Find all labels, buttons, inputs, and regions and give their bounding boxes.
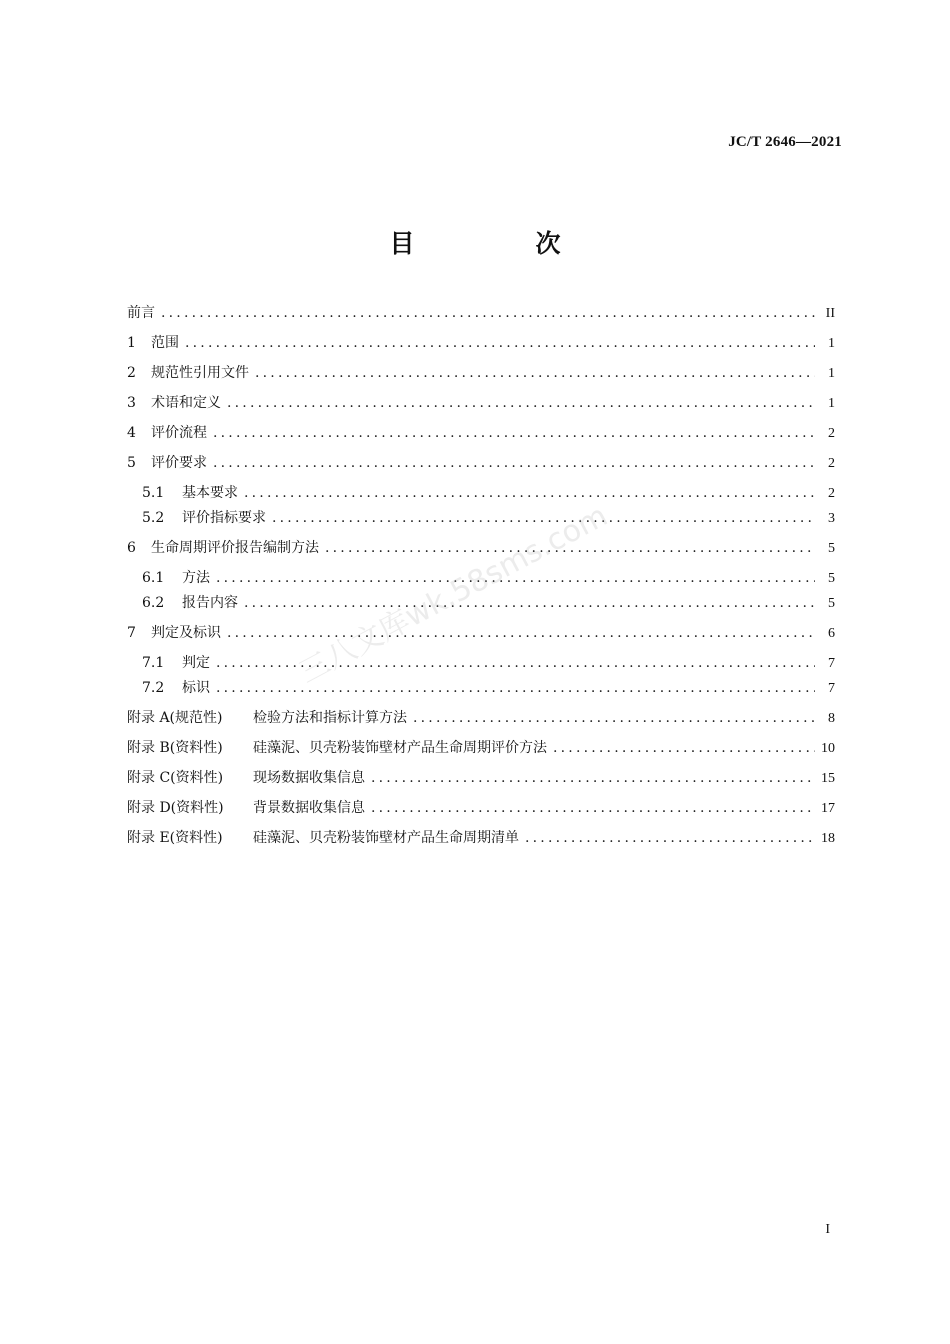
toc-entry-label: 判定及标识 — [151, 625, 221, 641]
toc-entry-label: 判定 — [182, 655, 210, 671]
toc-entry-chapter-3[interactable] — [127, 393, 835, 413]
toc-entry-number: 7.2 — [142, 680, 165, 696]
toc-entry-label: 标识 — [182, 680, 210, 696]
toc-entry-annex-a[interactable] — [127, 708, 835, 728]
toc-entry-number: 2 — [127, 365, 136, 381]
toc-entry-page: 7 — [828, 681, 835, 696]
toc-entry-page: 6 — [828, 626, 835, 641]
toc-leader-dots — [216, 568, 815, 588]
toc-entry-label: 方法 — [182, 570, 210, 586]
toc-entry-number: 附录 D(资料性) — [127, 800, 224, 816]
table-of-contents — [127, 303, 835, 848]
toc-entry-chapter-7[interactable] — [127, 623, 835, 643]
toc-leader-dots — [185, 333, 815, 353]
toc-entry-label: 前言 — [127, 305, 155, 321]
toc-leader-dots — [161, 303, 815, 323]
toc-entry-page: II — [825, 306, 835, 321]
toc-entry-label: 范围 — [151, 335, 179, 351]
toc-entry-page: 1 — [828, 366, 835, 381]
toc-leader-dots — [413, 708, 815, 728]
toc-leader-dots — [553, 738, 815, 758]
toc-entry-section-6-2[interactable] — [127, 593, 835, 613]
toc-leader-dots — [244, 593, 815, 613]
page-number: I — [825, 1222, 830, 1237]
toc-entry-number: 7 — [127, 625, 136, 641]
toc-entry-label: 术语和定义 — [151, 395, 221, 411]
toc-entry-label: 规范性引用文件 — [151, 365, 249, 381]
toc-entry-page: 10 — [821, 741, 835, 756]
toc-entry-label: 硅藻泥、贝壳粉装饰壁材产品生命周期清单 — [253, 830, 519, 846]
watermark-text: 三八文库wk.58sms.com — [293, 498, 614, 691]
toc-entry-number: 4 — [127, 425, 136, 441]
toc-entry-label: 硅藻泥、贝壳粉装饰壁材产品生命周期评价方法 — [253, 740, 547, 756]
toc-entry-section-5-1[interactable] — [127, 483, 835, 503]
toc-entry-page: 2 — [828, 426, 835, 441]
toc-leader-dots — [216, 653, 815, 673]
toc-entry-chapter-1[interactable] — [127, 333, 835, 353]
toc-leader-dots — [371, 798, 815, 818]
toc-entry-number: 5 — [127, 455, 136, 471]
toc-entry-label: 基本要求 — [182, 485, 238, 501]
toc-entry-page: 5 — [828, 541, 835, 556]
toc-entry-number: 附录 C(资料性) — [127, 770, 224, 786]
toc-leader-dots — [255, 363, 815, 383]
toc-entry-number: 附录 E(资料性) — [127, 830, 223, 846]
toc-entry-page: 2 — [828, 456, 835, 471]
toc-entry-chapter-2[interactable] — [127, 363, 835, 383]
toc-leader-dots — [216, 678, 815, 698]
toc-leader-dots — [325, 538, 815, 558]
toc-entry-page: 1 — [828, 396, 835, 411]
toc-entry-annex-c[interactable] — [127, 768, 835, 788]
toc-entry-annex-d[interactable] — [127, 798, 835, 818]
toc-entry-annex-b[interactable] — [127, 738, 835, 758]
toc-leader-dots — [371, 768, 815, 788]
toc-entry-number: 附录 A(规范性) — [127, 710, 223, 726]
toc-leader-dots — [244, 483, 815, 503]
toc-leader-dots — [227, 393, 815, 413]
document-code: JC/T 2646—2021 — [728, 134, 842, 150]
toc-entry-page: 18 — [821, 831, 835, 846]
toc-entry-number: 3 — [127, 395, 136, 411]
toc-entry-number: 7.1 — [142, 655, 165, 671]
toc-leader-dots — [227, 623, 815, 643]
toc-entry-label: 评价指标要求 — [182, 510, 266, 526]
toc-entry-label: 检验方法和指标计算方法 — [253, 710, 407, 726]
toc-entry-number: 6.2 — [142, 595, 165, 611]
toc-entry-number: 1 — [127, 335, 136, 351]
toc-entry-page: 5 — [828, 571, 835, 586]
toc-entry-page: 17 — [821, 801, 835, 816]
toc-entry-section-7-1[interactable] — [127, 653, 835, 673]
toc-entry-label: 报告内容 — [182, 595, 238, 611]
toc-entry-label: 现场数据收集信息 — [253, 770, 365, 786]
toc-entry-section-5-2[interactable] — [127, 508, 835, 528]
toc-entry-label: 评价要求 — [151, 455, 207, 471]
toc-entry-foreword[interactable] — [127, 303, 835, 323]
toc-entry-number: 5.2 — [142, 510, 165, 526]
toc-entry-page: 3 — [828, 511, 835, 526]
page-title: 目 次 — [389, 229, 609, 258]
toc-entry-page: 5 — [828, 596, 835, 611]
toc-entry-page: 7 — [828, 656, 835, 671]
toc-leader-dots — [525, 828, 815, 848]
toc-entry-number: 附录 B(资料性) — [127, 740, 223, 756]
toc-entry-chapter-4[interactable] — [127, 423, 835, 443]
toc-entry-section-6-1[interactable] — [127, 568, 835, 588]
toc-entry-page: 2 — [828, 486, 835, 501]
toc-leader-dots — [272, 508, 815, 528]
toc-leader-dots — [213, 453, 815, 473]
toc-entry-page: 15 — [821, 771, 835, 786]
toc-entry-page: 8 — [828, 711, 835, 726]
toc-entry-chapter-5[interactable] — [127, 453, 835, 473]
toc-entry-number: 5.1 — [142, 485, 165, 501]
toc-entry-number: 6.1 — [142, 570, 165, 586]
toc-entry-chapter-6[interactable] — [127, 538, 835, 558]
toc-entry-label: 生命周期评价报告编制方法 — [151, 540, 319, 556]
toc-entry-label: 背景数据收集信息 — [253, 800, 365, 816]
toc-entry-label: 评价流程 — [151, 425, 207, 441]
toc-entry-page: 1 — [828, 336, 835, 351]
toc-entry-annex-e[interactable] — [127, 828, 835, 848]
toc-entry-section-7-2[interactable] — [127, 678, 835, 698]
toc-leader-dots — [213, 423, 815, 443]
toc-entry-number: 6 — [127, 540, 136, 556]
